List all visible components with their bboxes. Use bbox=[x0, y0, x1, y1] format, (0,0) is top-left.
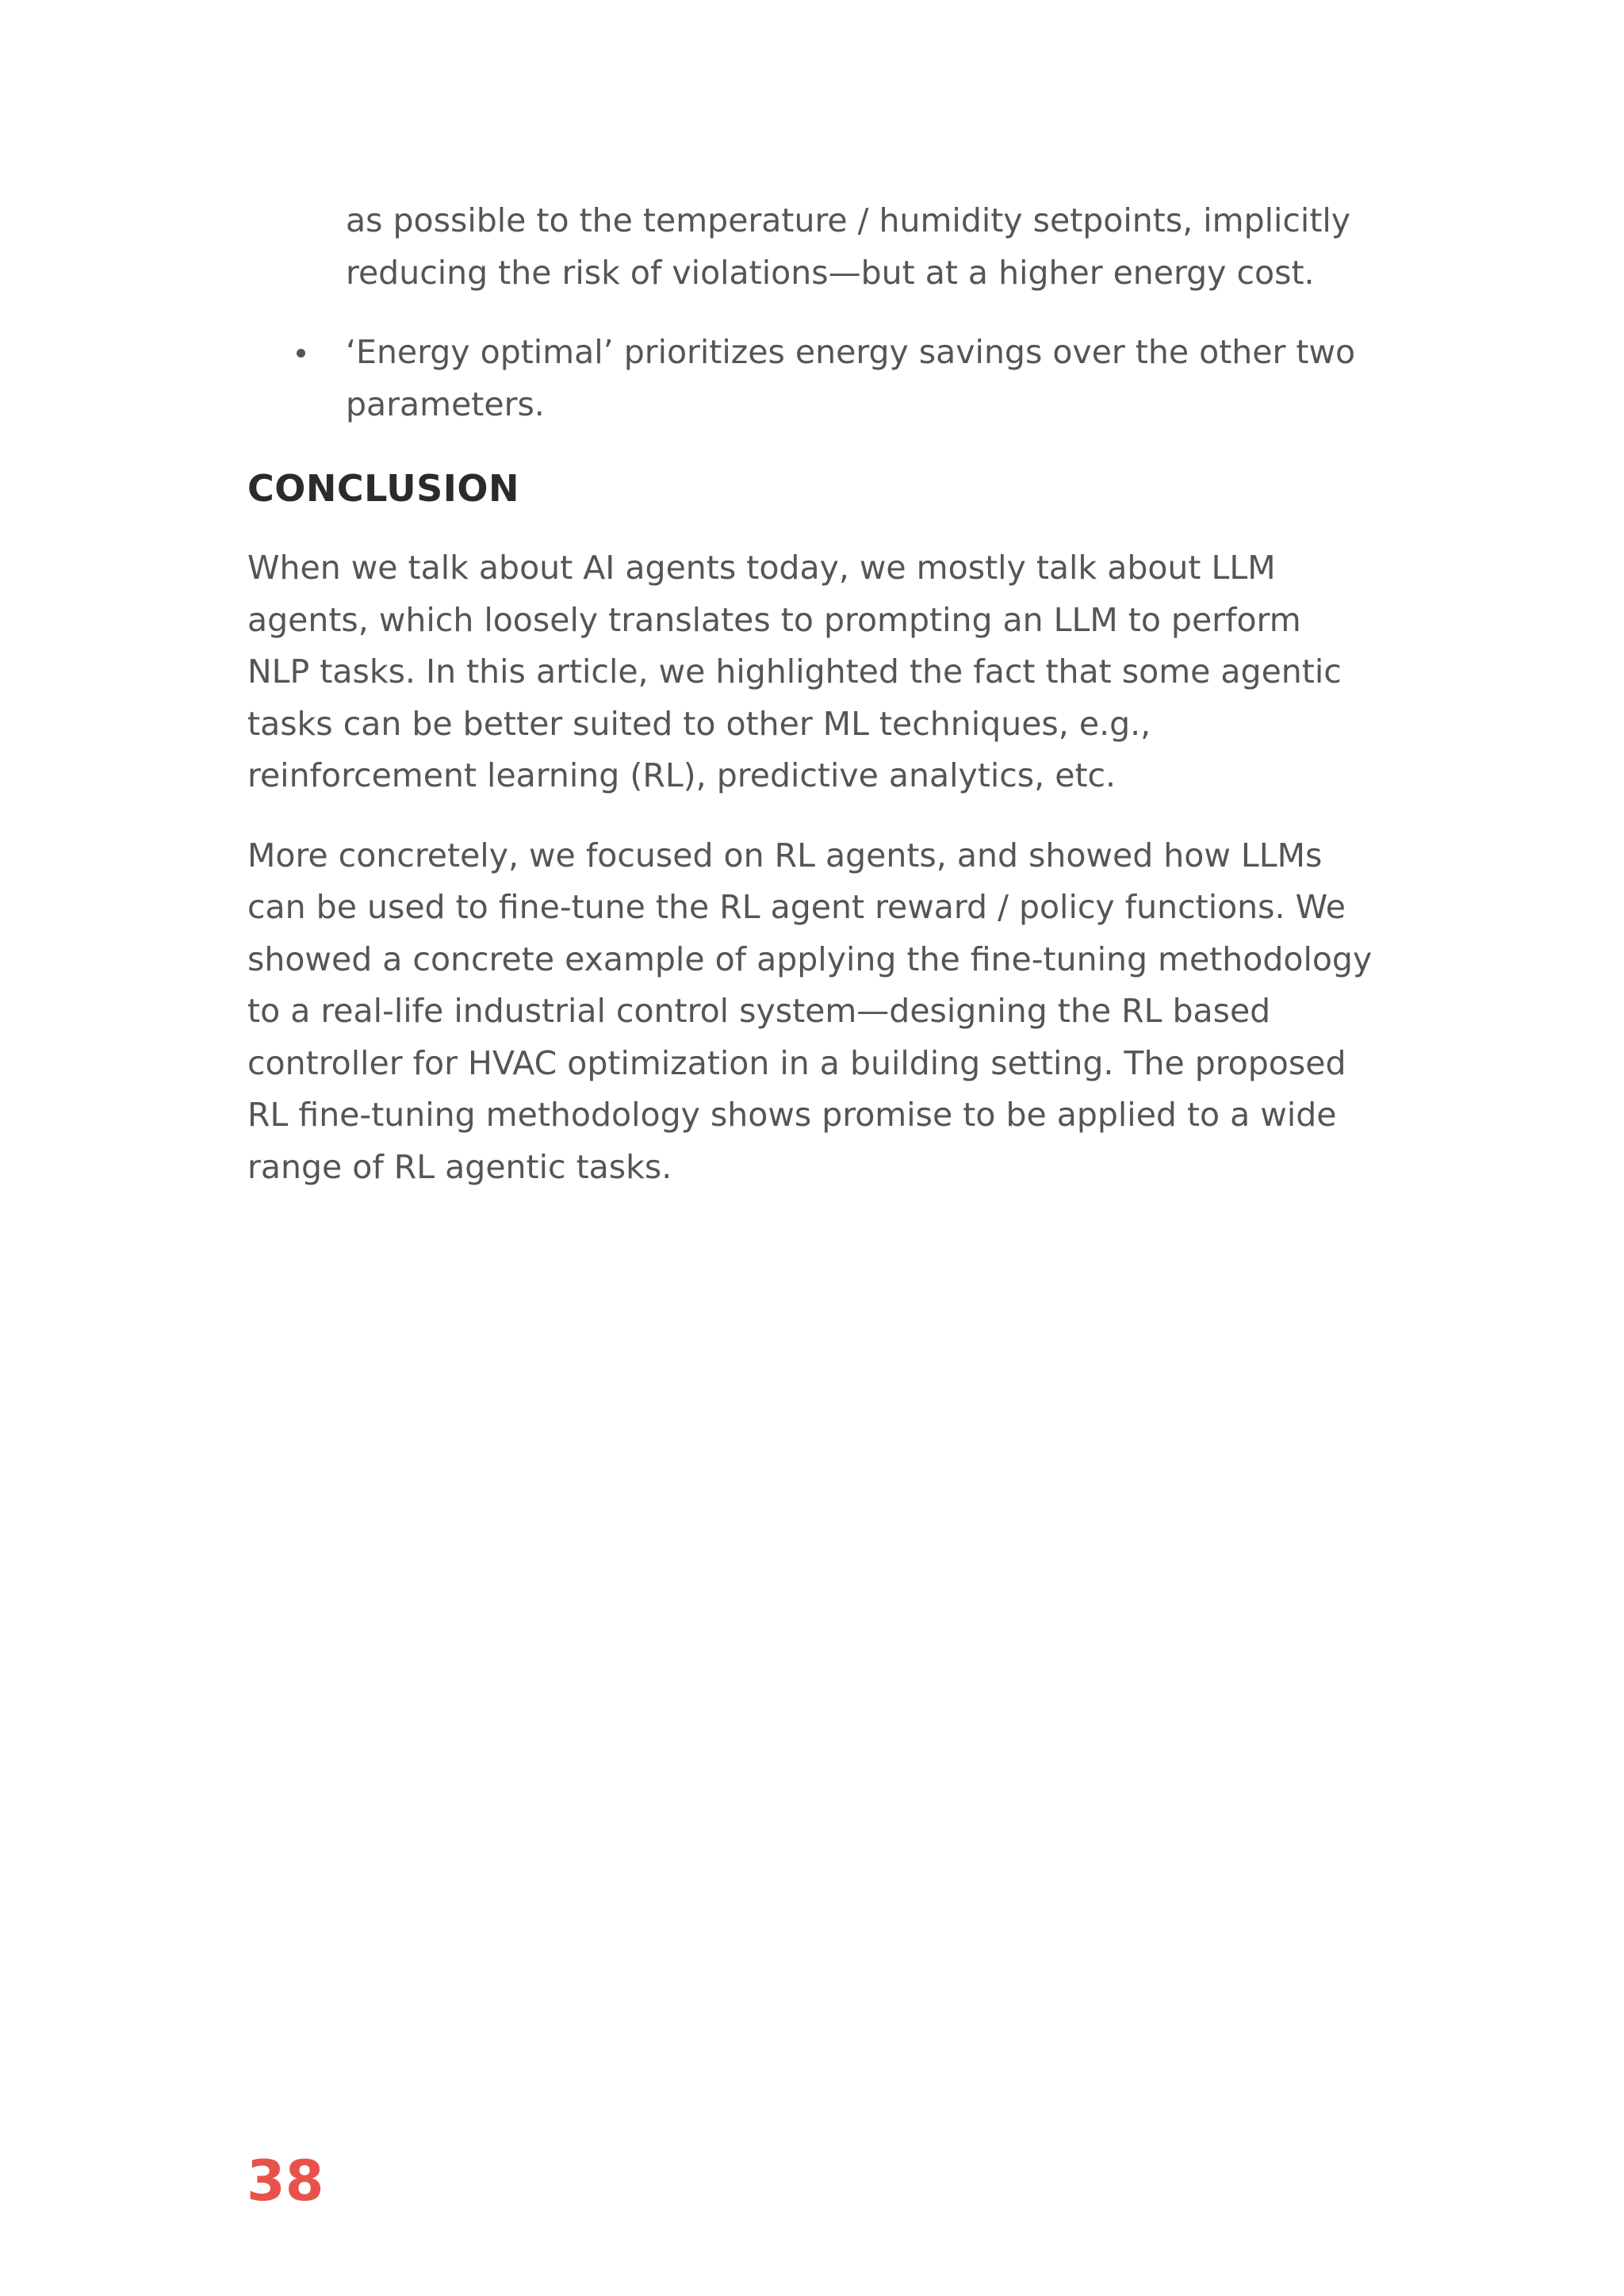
paragraph-line: RL fine-tuning methodology shows promise to be applied to a wide bbox=[247, 1096, 1337, 1134]
paragraph-intro bbox=[247, 542, 1405, 802]
bullet-item-energy-optimal bbox=[247, 327, 1405, 430]
bullet-continuation bbox=[247, 195, 1405, 299]
paragraph-details bbox=[247, 830, 1405, 1194]
paragraph-line: controller for HVAC optimization in a building setting. The proposed bbox=[247, 1043, 1346, 1082]
paragraph-line: More concretely, we focused on RL agents, and showed how LLMs bbox=[247, 836, 1323, 874]
paragraph-line: showed a concrete example of applying the fine-tuning methodology bbox=[247, 939, 1373, 978]
paragraph-line: can be used to fine-tune the RL agent reward / policy functions. We bbox=[247, 888, 1346, 926]
paragraph-line: When we talk about AI agents today, we mostly talk about LLM bbox=[247, 549, 1276, 587]
bullet-line: as possible to the temperature / humidity setpoints, implicitly bbox=[346, 201, 1351, 239]
bullet-line: reducing the risk of violations—but at a higher energy cost. bbox=[346, 253, 1315, 292]
paragraph-line: agents, which loosely translates to prompting an LLM to perform bbox=[247, 600, 1301, 639]
paragraph-line: to a real-life industrial control system—designing the RL based bbox=[247, 992, 1271, 1030]
paragraph-line: reinforcement learning (RL), predictive analytics, etc. bbox=[247, 756, 1116, 794]
page-content bbox=[247, 195, 1405, 1193]
bullet-dot-icon bbox=[297, 349, 305, 358]
section-heading: CONCLUSION bbox=[247, 467, 519, 510]
bullet-line: ‘Energy optimal’ prioritizes energy savings over the other two bbox=[346, 333, 1356, 371]
paragraph-line: tasks can be better suited to other ML techniques, e.g., bbox=[247, 704, 1151, 743]
paragraph-line: range of RL agentic tasks. bbox=[247, 1147, 672, 1186]
page-number: 38 bbox=[247, 2149, 324, 2214]
paragraph-line: NLP tasks. In this article, we highlighted the fact that some agentic bbox=[247, 652, 1342, 691]
bullet-line: parameters. bbox=[346, 385, 545, 423]
